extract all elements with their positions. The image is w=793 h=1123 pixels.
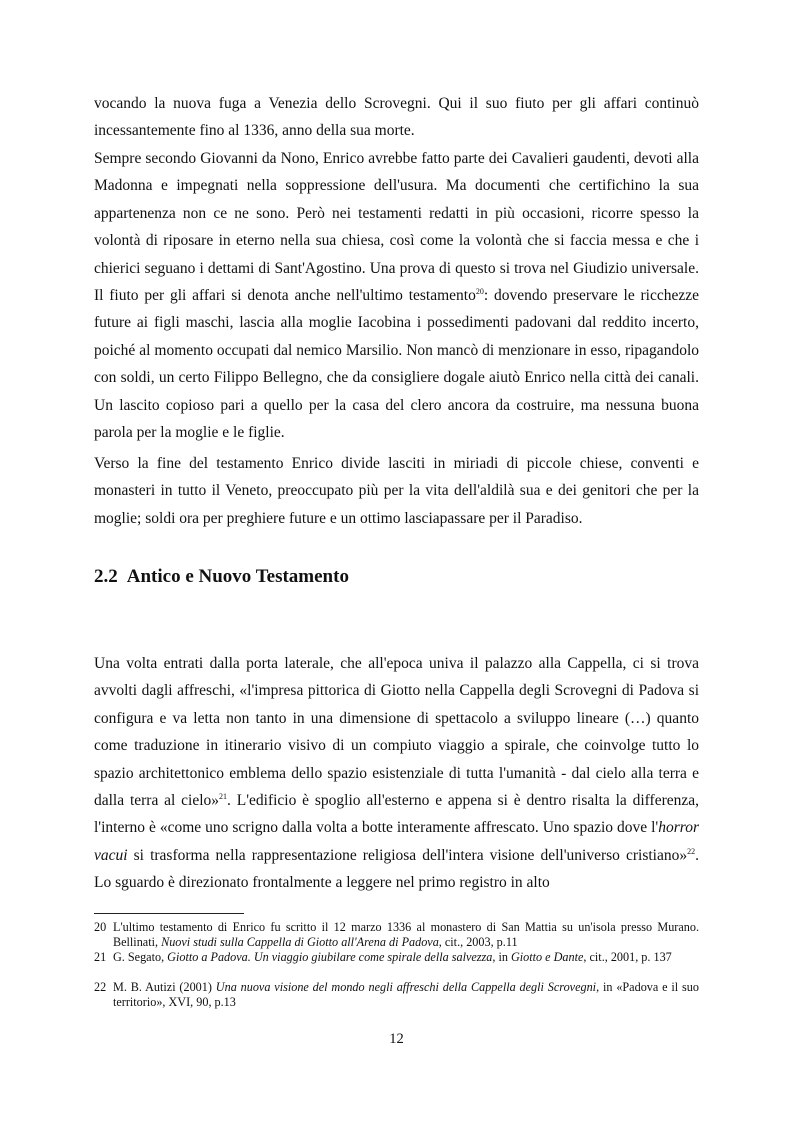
section-heading [94, 564, 349, 590]
page-number: 12 [389, 1031, 404, 1047]
footnote-21 [94, 950, 699, 965]
section-title: Antico e Nuovo Testamento [126, 566, 349, 587]
footnote-number: 20 [94, 920, 107, 934]
footnote-22 [94, 980, 699, 1009]
footnote-divider [94, 913, 244, 914]
paragraph-3: Verso la fine del testamento Enrico divide lasciti in miriadi di piccole chiese, conventi e monasteri in tutto il Veneto, preoccupato più per la vita dell'aldilà sua e dei genitori che per la moglie; soldi ora per preghiere future e un ottimo lasciapassare per il Paradiso. [94, 455, 699, 527]
footnote-20 [94, 920, 699, 949]
paragraph-1: vocando la nuova fuga a Venezia dello Scrovegni. Qui il suo fiuto per gli affari continuò incessantemente fino al 1336, anno della sua morte. [94, 95, 699, 140]
footnote-ref-21: 21 [219, 792, 228, 802]
paragraph-4: Una volta entrati dalla porta laterale, che all'epoca univa il palazzo alla Cappella, ci si trova avvolti dagli affreschi, «l'impresa pittorica di Giotto nella Cappella degli Scrovegni di Padova si configura e va letta non tanto in una dimensione di spettacolo a sviluppo lineare (…) quanto come traduzione in itinerario visivo di un compiuto viaggio a spirale, che coinvolge tutto lo spazio architettonico emblema dello spazio esistenziale di tutta l'umanità - dal cielo alla terra e dalla terra al cielo»$^{21}$. L'edificio è spoglio all'esterno e appena si è dentro risalta la differenza, l'interno è «come uno scrigno dalla volta a botte interamente affrescato. Uno spazio dove l'horror vacui si trasforma nella rappresentazione religiosa dell'intera visione dell'universo cristiano»$^{22}$. Lo sguardo è direzionato frontalmente a leggere nel primo registro in alto [94, 655, 700, 892]
italic-term: horror vacui [94, 819, 699, 864]
paragraph-2: Sempre secondo Giovanni da Nono, Enrico avrebbe fatto parte dei Cavalieri gaudenti, devoti alla Madonna e impegnati nella soppressione dell'usura. Ma documenti che certifichino la sua appartenenza non ce ne sono. Però nei testamenti redatti in più occasioni, ricorre spesso la volontà di riposare in eterno nella sua chiesa, così come la volontà che si faccia messa e che i chierici seguano i dettami di Sant'Agostino. Una prova di questo si trova nel Giudizio universale. Il fiuto per gli affari si denota anche nell'ultimo testamento$^{20}$: dovendo preservare le ricchezze future ai figli maschi, lascia alla moglie Iacobina i possedimenti padovani dal reddito incerto, poiché al momento occupati dal nemico Marsilio. Non mancò di menzionare in esso, ripagandolo con soldi, un certo Filippo Bellegno, che da consigliere dogale aiutò Enrico nella città dei canali. Un lascito copioso pari a quello per la casa del clero ancora da costruire, ma nessuna buona parola per la moglie e le figlie. [94, 150, 699, 442]
footnote-text: M. B. Autizi (2001) Una nuova visione del mondo negli affreschi della Cappella degli Scrovegni, in «Padova e il suo territorio», XVI, 90, p.13 [113, 980, 699, 1009]
footnote-text: G. Segato, Giotto a Padova. Un viaggio giubilare come spirale della salvezza, in Giotto e Dante, cit., 2001, p. 137 [113, 950, 672, 964]
footnote-number: 21 [94, 950, 107, 964]
footnote-ref-22: 22 [687, 846, 696, 856]
footnote-text: L'ultimo testamento di Enrico fu scritto il 12 marzo 1336 al monastero di San Mattia su un'isola presso Murano. Bellinati, Nuovi studi sulla Cappella di Giotto all'Arena di Padova, cit., 2003, p.11 [113, 920, 699, 949]
footnote-number: 22 [94, 980, 107, 994]
section-number: 2.2 [94, 566, 118, 587]
footnote-ref-20: 20 [475, 287, 484, 297]
